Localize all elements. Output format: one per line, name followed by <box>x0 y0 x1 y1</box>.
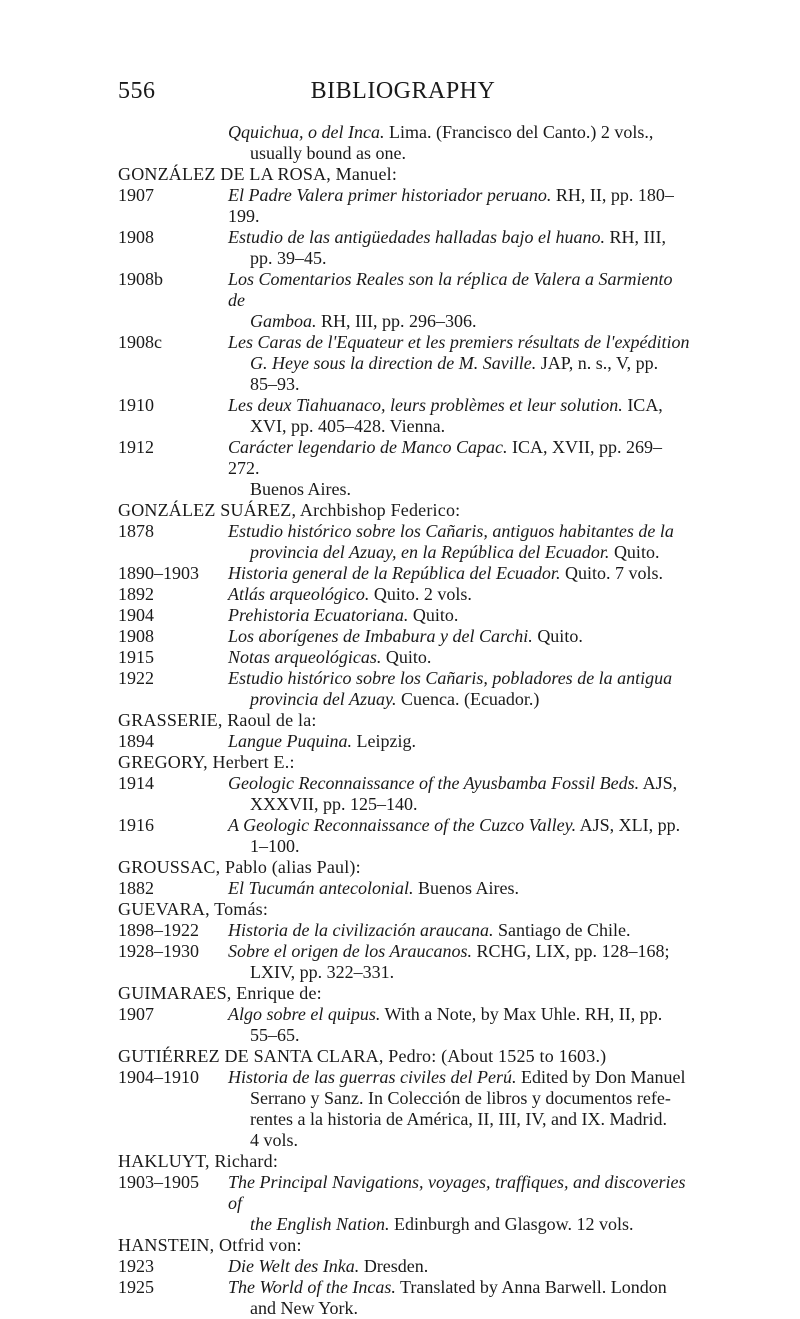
bibliography-list <box>118 122 693 1319</box>
author-name: GUIMARAES, Enrique de: <box>118 983 322 1003</box>
citation-text: 4 vols. <box>250 1130 299 1150</box>
entry-line <box>228 521 693 542</box>
title-text: Qquichua, o del Inca. <box>228 122 385 142</box>
citation-text: Santiago de Chile. <box>493 920 631 940</box>
title-text: Notas arqueológicas. <box>228 647 382 667</box>
page-title: BIBLIOGRAPHY <box>310 78 496 104</box>
work-year: 1914 <box>118 773 154 793</box>
citation-text: 55–65. <box>250 1025 300 1045</box>
title-text: El Padre Valera primer historiador peruano. <box>228 185 552 205</box>
entry-line <box>228 647 693 668</box>
citation-text: Quito. <box>381 647 432 667</box>
citation-text: rentes a la historia de América, II, III, IV, and IX. Madrid. <box>250 1109 668 1129</box>
work-item <box>118 1277 693 1319</box>
work-year: 1910 <box>118 395 154 415</box>
citation-text: Quito. <box>532 626 583 646</box>
title-text: Atlás arqueológico. <box>228 584 370 604</box>
entry-line <box>228 1214 693 1235</box>
citation-text: Edinburgh and Glasgow. 12 vols. <box>389 1214 634 1234</box>
author-entry <box>118 1151 693 1235</box>
work-item <box>118 605 693 626</box>
author-entry <box>118 857 693 899</box>
page-number: 556 <box>118 78 156 104</box>
author-entry <box>118 752 693 857</box>
work-year: 1904–1910 <box>118 1067 199 1087</box>
entry-line <box>228 416 693 437</box>
work-item <box>118 941 693 983</box>
title-text: provincia del Azuay, en la República del Ecuador. <box>250 542 610 562</box>
citation-text: RCHG, LIX, pp. 128–168; <box>471 941 670 961</box>
entry-line <box>228 605 693 626</box>
work-item <box>118 521 693 563</box>
work-year: 1908 <box>118 227 154 247</box>
citation-text: XVI, pp. 405–428. Vienna. <box>250 416 446 436</box>
work-item <box>118 1256 693 1277</box>
entry-line <box>228 374 693 395</box>
title-text: Carácter legendario de Manco Capac. <box>228 437 508 457</box>
work-year: 1878 <box>118 521 154 541</box>
work-year: 1904 <box>118 605 154 625</box>
author-name: GREGORY, Herbert E.: <box>118 752 295 772</box>
citation-text: ICA, <box>622 395 663 415</box>
entry-line <box>228 395 693 416</box>
entry-line <box>228 668 693 689</box>
work-item <box>118 626 693 647</box>
entry-line <box>228 437 693 479</box>
citation-text: ICA, XVII, pp. 269–272. <box>228 437 662 478</box>
citation-text: pp. 39–45. <box>250 248 327 268</box>
entry-line <box>228 122 693 143</box>
entry-line <box>228 1277 693 1298</box>
entry-line <box>228 689 693 710</box>
work-item <box>118 395 693 437</box>
title-text: Estudio histórico sobre los Cañaris, antiguos habitantes de la <box>228 521 674 541</box>
title-text: Algo sobre el quipus. <box>228 1004 381 1024</box>
work-item <box>118 647 693 668</box>
citation-text: Buenos Aires. <box>413 878 519 898</box>
work-item <box>118 437 693 500</box>
work-item <box>118 563 693 584</box>
entry-line <box>228 962 693 983</box>
entry-line <box>228 1004 693 1025</box>
citation-text: Quito. 2 vols. <box>369 584 472 604</box>
title-text: G. Heye sous la direction de M. Saville. <box>250 353 537 373</box>
author-name: GUEVARA, Tomás: <box>118 899 269 919</box>
author-entry <box>118 164 693 500</box>
citation-text: Quito. 7 vols. <box>560 563 663 583</box>
title-text: Estudio histórico sobre los Cañaris, pobladores de la antigua <box>228 668 673 688</box>
title-text: Langue Puquina. <box>228 731 352 751</box>
work-item <box>118 1067 693 1151</box>
entry-line <box>228 1130 693 1151</box>
title-text: A Geologic Reconnaissance of the Cuzco Valley. <box>228 815 577 835</box>
author-entry <box>118 710 693 752</box>
author-entry <box>118 1235 693 1319</box>
work-item <box>118 1172 693 1235</box>
work-item <box>118 332 693 395</box>
author-entry <box>118 899 693 983</box>
title-text: Les Caras de l'Equateur et les premiers résultats de l'expédition <box>228 332 690 352</box>
entry-line <box>228 1172 693 1214</box>
work-year: 1908 <box>118 626 154 646</box>
title-text: Los Comentarios Reales son la réplica de Valera a Sarmiento de <box>228 269 673 310</box>
work-year: 1925 <box>118 1277 154 1297</box>
title-text: El Tucumán antecolonial. <box>228 878 414 898</box>
author-name: HAKLUYT, Richard: <box>118 1151 279 1171</box>
work-item <box>118 185 693 227</box>
entry-line <box>228 1067 693 1088</box>
entry-line <box>228 227 693 248</box>
citation-text: Quito. <box>609 542 660 562</box>
continued-entry <box>118 122 693 164</box>
citation-text: Translated by Anna Barwell. London <box>395 1277 667 1297</box>
title-text: Historia general de la República del Ecuador. <box>228 563 561 583</box>
title-text: Historia de la civilización araucana. <box>228 920 494 940</box>
title-text: Geologic Reconnaissance of the Ayusbamba Fossil Beds. <box>228 773 640 793</box>
title-text: Prehistoria Ecuatoriana. <box>228 605 409 625</box>
entry-line <box>228 773 693 794</box>
author-name: GROUSSAC, Pablo (alias Paul): <box>118 857 361 877</box>
entry-line <box>228 836 693 857</box>
citation-text: AJS, <box>639 773 678 793</box>
entry-line <box>228 878 693 899</box>
work-year: 1922 <box>118 668 154 688</box>
entry-line <box>228 626 693 647</box>
work-year: 1907 <box>118 1004 154 1024</box>
title-text: Estudio de las antigüedades halladas bajo el huano. <box>228 227 605 247</box>
work-year: 1892 <box>118 584 154 604</box>
work-year: 1903–1905 <box>118 1172 199 1192</box>
entry-line <box>228 269 693 311</box>
entry-line <box>228 1088 693 1109</box>
citation-text: RH, III, <box>604 227 666 247</box>
entry-line <box>228 1298 693 1319</box>
work-item <box>118 227 693 269</box>
entry-line <box>228 920 693 941</box>
author-entry <box>118 1046 693 1151</box>
work-year: 1882 <box>118 878 154 898</box>
entry-line <box>228 332 693 353</box>
entry-line <box>228 563 693 584</box>
work-item <box>118 920 693 941</box>
author-name: HANSTEIN, Otfrid von: <box>118 1235 302 1255</box>
work-year: 1894 <box>118 731 154 751</box>
title-text: Les deux Tiahuanaco, leurs problèmes et leur solution. <box>228 395 623 415</box>
author-name: GONZÁLEZ SUÁREZ, Archbishop Federico: <box>118 500 461 520</box>
entry-line <box>228 248 693 269</box>
citation-text: Quito. <box>408 605 459 625</box>
author-name: GUTIÉRREZ DE SANTA CLARA, Pedro: (About 1525 to 1603.) <box>118 1046 607 1066</box>
citation-text: Buenos Aires. <box>250 479 351 499</box>
work-year: 1890–1903 <box>118 563 199 583</box>
citation-text: Edited by Don Manuel <box>516 1067 686 1087</box>
citation-text: RH, III, pp. 296–306. <box>316 311 477 331</box>
citation-text: AJS, XLI, pp. <box>576 815 681 835</box>
work-year: 1915 <box>118 647 154 667</box>
entry-line <box>228 353 693 374</box>
citation-text: usually bound as one. <box>250 143 406 163</box>
work-year: 1898–1922 <box>118 920 199 940</box>
work-year: 1928–1930 <box>118 941 199 961</box>
work-year: 1908c <box>118 332 162 352</box>
work-item <box>118 815 693 857</box>
citation-text: LXIV, pp. 322–331. <box>250 962 395 982</box>
entry-line <box>228 542 693 563</box>
title-text: Die Welt des Inka. <box>228 1256 360 1276</box>
citation-text: With a Note, by Max Uhle. RH, II, pp. <box>380 1004 663 1024</box>
entry-line <box>228 731 693 752</box>
citation-text: Lima. (Francisco del Canto.) 2 vols., <box>384 122 654 142</box>
citation-text: Cuenca. (Ecuador.) <box>396 689 540 709</box>
work-item <box>118 1004 693 1046</box>
work-item <box>118 668 693 710</box>
entry-line <box>228 1109 693 1130</box>
title-text: The World of the Incas. <box>228 1277 396 1297</box>
citation-text: Serrano y Sanz. In Colección de libros y documentos refe- <box>250 1088 671 1108</box>
entry-line <box>228 479 693 500</box>
entry-line <box>228 1025 693 1046</box>
citation-text: RH, II, pp. 180–199. <box>228 185 674 226</box>
citation-text: and New York. <box>250 1298 358 1318</box>
work-year: 1908b <box>118 269 163 289</box>
author-entry <box>118 983 693 1046</box>
title-text: Sobre el origen de los Araucanos. <box>228 941 472 961</box>
work-item <box>118 773 693 815</box>
work-year: 1916 <box>118 815 154 835</box>
work-year: 1907 <box>118 185 154 205</box>
title-text: Historia de las guerras civiles del Perú. <box>228 1067 517 1087</box>
work-item <box>118 584 693 605</box>
work-year: 1912 <box>118 437 154 457</box>
author-entry <box>118 500 693 710</box>
citation-text: 1–100. <box>250 836 300 856</box>
entry-line <box>228 794 693 815</box>
title-text: Gamboa. <box>250 311 317 331</box>
work-item <box>118 269 693 332</box>
citation-text: 85–93. <box>250 374 300 394</box>
citation-text: Dresden. <box>359 1256 429 1276</box>
citation-text: JAP, n. s., V, pp. <box>536 353 659 373</box>
work-year: 1923 <box>118 1256 154 1276</box>
author-name: GRASSERIE, Raoul de la: <box>118 710 317 730</box>
work-item <box>118 731 693 752</box>
title-text: provincia del Azuay. <box>250 689 397 709</box>
citation-text: Leipzig. <box>352 731 416 751</box>
title-text: the English Nation. <box>250 1214 390 1234</box>
entry-line <box>228 143 693 164</box>
work-item <box>118 878 693 899</box>
title-text: The Principal Navigations, voyages, traffiques, and discoveries of <box>228 1172 686 1213</box>
entry-line <box>228 311 693 332</box>
entry-line <box>228 1256 693 1277</box>
entry-line <box>228 185 693 227</box>
entry-line <box>228 941 693 962</box>
citation-text: XXXVII, pp. 125–140. <box>250 794 418 814</box>
entry-line <box>228 584 693 605</box>
title-text: Los aborígenes de Imbabura y del Carchi. <box>228 626 533 646</box>
entry-line <box>228 815 693 836</box>
author-name: GONZÁLEZ DE LA ROSA, Manuel: <box>118 164 398 184</box>
